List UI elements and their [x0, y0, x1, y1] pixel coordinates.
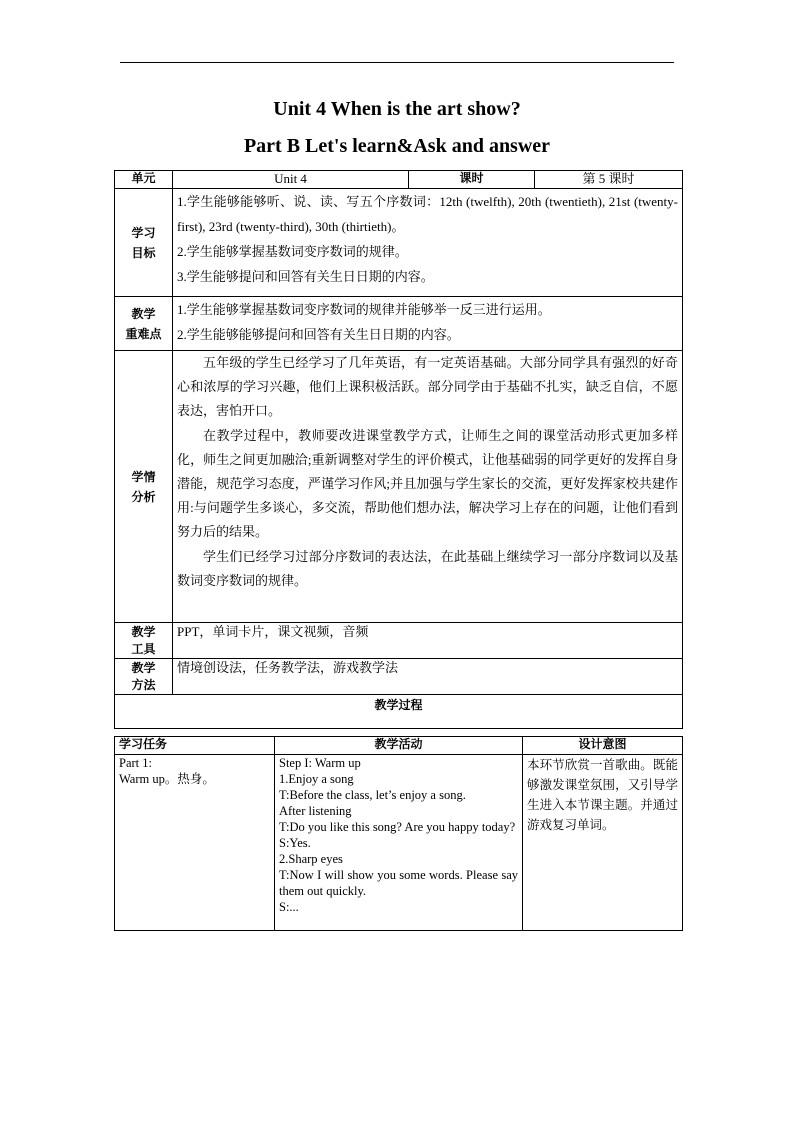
objectives-content	[173, 189, 683, 297]
analysis-content	[173, 351, 683, 623]
analysis-row	[115, 351, 683, 623]
process-header-intent: 设计意图	[523, 737, 683, 755]
tools-label	[115, 623, 173, 659]
process-task	[115, 755, 275, 931]
key-point-line: 2.学生能够能够提问和回答有关生日日期的内容。	[177, 327, 460, 342]
activity-line: T:Do you like this song? Are you happy today?	[279, 820, 516, 834]
tools-label-text: 教学 工具	[131, 624, 156, 656]
activity-line: T:Before the class, let’s enjoy a song.	[279, 788, 466, 802]
objectives-row	[115, 189, 683, 297]
task-line: Warm up。热身。	[119, 772, 215, 786]
process-title-row	[115, 695, 683, 729]
activity-line: T:Now I will show you some words. Please say them out quickly.	[279, 868, 518, 898]
lesson-value: 第 5 课时	[535, 171, 683, 189]
methods-label-text: 教学 方法	[131, 660, 156, 692]
analysis-paragraph: 五年级的学生已经学习了几年英语，有一定英语基础。大部分同学具有强烈的好奇心和浓厚的学习兴趣，他们上课积极活跃。部分同学由于基础不扎实，缺乏自信，不愿表达，害怕开口。	[177, 355, 678, 419]
activity-line: S:Yes.	[279, 836, 311, 850]
process-table	[114, 736, 683, 931]
key-points-label-text: 教学 重难点	[125, 306, 162, 341]
methods-row	[115, 659, 683, 695]
process-intent: 本环节欣赏一首歌曲。既能够激发课堂氛围，又引导学生进入本节课主题。并通过游戏复习单词。	[523, 755, 683, 931]
unit-label: 单元	[115, 171, 173, 189]
process-header-activity: 教学活动	[275, 737, 523, 755]
key-points-label	[115, 297, 173, 351]
process-header-task: 学习任务	[115, 737, 275, 755]
key-points-row	[115, 297, 683, 351]
objectives-label	[115, 189, 173, 297]
activity-line: 1.Enjoy a song	[279, 772, 354, 786]
lesson-plan-table	[114, 170, 683, 729]
activity-line: Step I: Warm up	[279, 756, 361, 770]
methods-content: 情境创设法，任务教学法，游戏教学法	[173, 659, 683, 695]
unit-value: Unit 4	[173, 171, 409, 189]
activity-line: 2.Sharp eyes	[279, 852, 343, 866]
analysis-label	[115, 351, 173, 623]
analysis-paragraph: 在教学过程中，教师要改进课堂教学方式，让师生之间的课堂活动形式更加多样化，师生之间更加融洽;重新调整对学生的评价模式，让他基础弱的同学更好的发挥自身潜能，规范学习态度，严谨学习作风;并且加强与学生家长的交流，更好发挥家校共建作用:与问题学生多谈心，多交流，帮助他们想办法，解决学习上存在的问题，让他们看到努力后的结果。	[177, 427, 678, 540]
objectives-label-text: 学习 目标	[131, 225, 156, 260]
analysis-label-text: 学情 分析	[131, 469, 156, 504]
process-activity	[275, 755, 523, 931]
lesson-label: 课时	[409, 171, 535, 189]
objective-line: 3.学生能够提问和回答有关生日日期的内容。	[177, 269, 434, 284]
key-points-content	[173, 297, 683, 351]
process-header-row	[115, 737, 683, 755]
key-point-line: 1.学生能够掌握基数词变序数词的规律并能够举一反三进行运用。	[177, 302, 551, 317]
objective-line: 2.学生能够掌握基数词变序数词的规律。	[177, 244, 408, 259]
objective-line: 1.学生能够能够听、说、读、写五个序数词：12th (twelfth), 20th (twentieth), 21st (twenty-first), 23rd (twenty-third), 30th (thirtieth)。	[177, 194, 678, 234]
unit-row	[115, 171, 683, 189]
activity-line: After listening	[279, 804, 352, 818]
methods-label	[115, 659, 173, 695]
activity-line: S:...	[279, 900, 299, 914]
header-rule	[120, 62, 674, 63]
document-title: Unit 4 When is the art show?	[273, 98, 521, 120]
process-row	[115, 755, 683, 931]
document-subtitle: Part B Let's learn&Ask and answer	[243, 135, 551, 157]
tools-row	[115, 623, 683, 659]
process-title: 教学过程	[115, 695, 683, 729]
tools-content: PPT，单词卡片，课文视频，音频	[173, 623, 683, 659]
analysis-paragraph: 学生们已经学习过部分序数词的表达法，在此基础上继续学习一部分序数词以及基数词变序数词的规律。	[177, 548, 678, 588]
task-line: Part 1:	[119, 756, 152, 770]
